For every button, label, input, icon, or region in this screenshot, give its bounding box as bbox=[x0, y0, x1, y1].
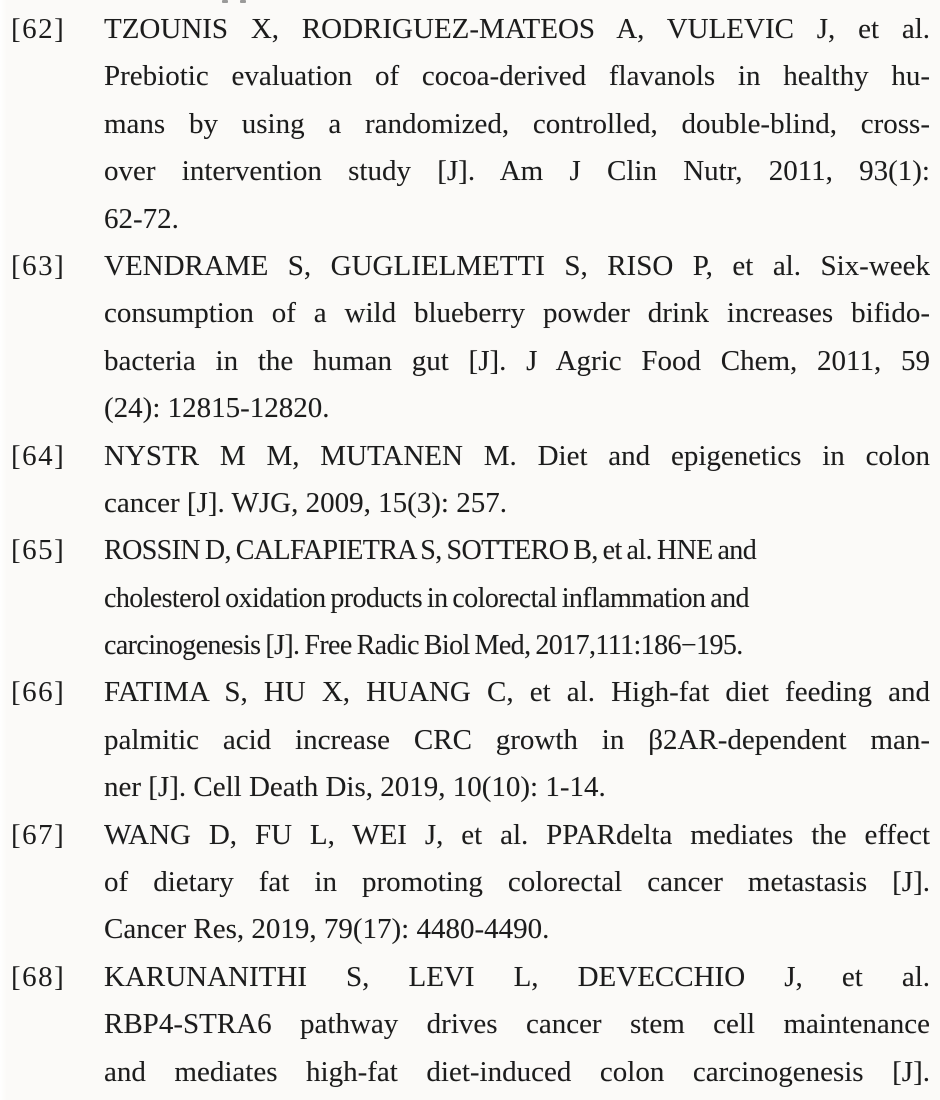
reference-text bbox=[104, 433, 930, 528]
reference-line: over intervention study [J]. Am J Clin Nutr, 2011, 93(1): bbox=[104, 155, 930, 188]
reference-line: 62-72. bbox=[104, 202, 179, 235]
reference-item bbox=[0, 433, 930, 528]
reference-item bbox=[0, 812, 930, 954]
reference-line: cancer [J]. WJG, 2009, 15(3): 257. bbox=[104, 486, 507, 519]
reference-item bbox=[0, 6, 930, 243]
reference-text bbox=[104, 954, 930, 1096]
reference-line: Cancer Res, 2019, 79(17): 4480-4490. bbox=[104, 913, 550, 946]
reference-number: [67] bbox=[11, 818, 66, 851]
reference-item bbox=[0, 243, 930, 433]
reference-line: mans by using a randomized, controlled, double-blind, cross- bbox=[104, 107, 930, 140]
reference-line: ROSSIN D, CALFAPIETRA S, SOTTERO B, et al. HNE and bbox=[104, 535, 757, 567]
reference-line: FATIMA S, HU X, HUANG C, et al. High-fat diet feeding and bbox=[104, 676, 930, 709]
reference-number: [64] bbox=[11, 439, 66, 472]
reference-text bbox=[104, 243, 930, 433]
reference-text bbox=[104, 527, 930, 669]
reference-line: carcinogenesis [J]. Free Radic Biol Med, 2017,111:186−195. bbox=[104, 630, 743, 662]
reference-text bbox=[104, 669, 930, 811]
reference-line: WANG D, FU L, WEI J, et al. PPARdelta mediates the effect bbox=[104, 818, 930, 851]
reference-line: TZOUNIS X, RODRIGUEZ-MATEOS A, VULEVIC J, et al. bbox=[104, 13, 930, 45]
reference-line: NYSTR M M, MUTANEN M. Diet and epigenetics in colon bbox=[104, 439, 930, 472]
reference-line: cholesterol oxidation products in colorectal inflammation and bbox=[104, 582, 749, 614]
reference-line: Prebiotic evaluation of cocoa-derived flavanols in healthy hu- bbox=[104, 60, 930, 93]
reference-line: KARUNANITHI S, LEVI L, DEVECCHIO J, et al. bbox=[104, 960, 930, 993]
reference-item bbox=[0, 527, 930, 669]
reference-text bbox=[104, 812, 930, 954]
clipped-previous-line-fragment bbox=[222, 0, 246, 4]
reference-line: ner [J]. Cell Death Dis, 2019, 10(10): 1-14. bbox=[104, 771, 606, 804]
reference-number: [65] bbox=[11, 534, 66, 567]
reference-line: VENDRAME S, GUGLIELMETTI S, RISO P, et al. Six-week bbox=[104, 249, 930, 282]
reference-number: [63] bbox=[11, 249, 66, 282]
reference-line: palmitic acid increase CRC growth in β2AR-dependent man- bbox=[104, 723, 930, 756]
ink-speck bbox=[222, 0, 228, 3]
reference-line: consumption of a wild blueberry powder drink increases bifido- bbox=[104, 297, 930, 330]
reference-line: of dietary fat in promoting colorectal cancer metastasis [J]. bbox=[104, 866, 930, 899]
reference-text bbox=[104, 6, 930, 243]
reference-line: and mediates high-fat diet-induced colon carcinogenesis [J]. bbox=[104, 1055, 930, 1088]
reference-line: (24): 12815-12820. bbox=[104, 392, 330, 425]
reference-item bbox=[0, 669, 930, 811]
reference-number: [68] bbox=[11, 960, 66, 993]
reference-item bbox=[0, 954, 930, 1096]
reference-number: [66] bbox=[11, 676, 66, 709]
ink-speck bbox=[240, 0, 246, 3]
reference-line: bacteria in the human gut [J]. J Agric Food Chem, 2011, 59 bbox=[104, 344, 930, 377]
reference-number: [62] bbox=[11, 13, 66, 45]
reference-line: RBP4-STRA6 pathway drives cancer stem cell maintenance bbox=[104, 1008, 930, 1041]
